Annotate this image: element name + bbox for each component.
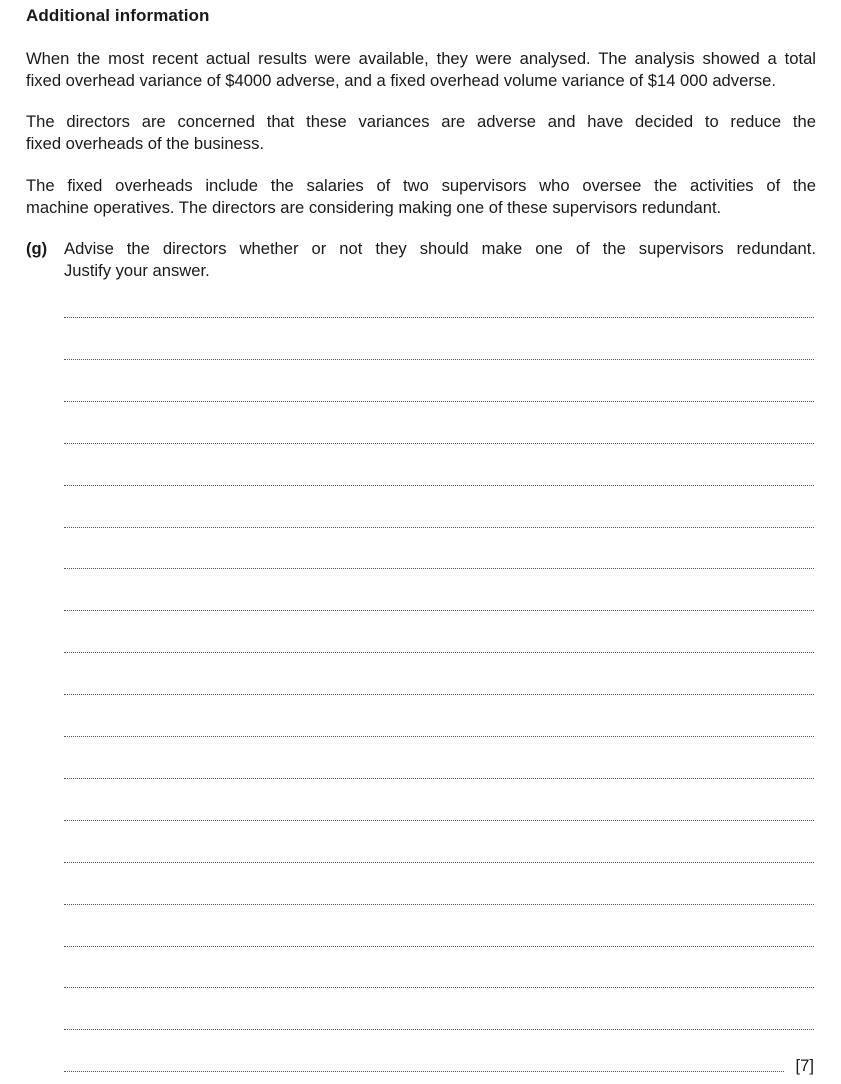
- paragraph-line: When the most recent actual results were available, they were analysed. The analysis showed a total: [26, 49, 816, 68]
- question-text: [64, 238, 816, 281]
- answer-line[interactable]: [64, 694, 814, 695]
- answer-line[interactable]: [64, 820, 814, 821]
- answer-line[interactable]: [64, 568, 814, 569]
- paragraph-line: machine operatives. The directors are considering making one of these supervisors redundant.: [26, 197, 722, 217]
- answer-line[interactable]: [64, 652, 814, 653]
- answer-line[interactable]: [64, 862, 814, 863]
- paragraph-variance-analysis: [26, 48, 816, 91]
- answer-line[interactable]: [64, 987, 814, 988]
- answer-line[interactable]: [64, 946, 814, 947]
- question-line: Justify your answer.: [64, 260, 210, 280]
- paragraph-directors-concern: [26, 111, 816, 154]
- answer-line[interactable]: [64, 317, 814, 318]
- answer-line[interactable]: [64, 1071, 784, 1072]
- answer-line[interactable]: [64, 610, 814, 611]
- answer-line[interactable]: [64, 443, 814, 444]
- answer-line[interactable]: [64, 904, 814, 905]
- paragraph-supervisors: [26, 175, 816, 218]
- paragraph-line: fixed overheads of the business.: [26, 133, 264, 153]
- paragraph-line: The directors are concerned that these variances are adverse and have decided to reduce the: [26, 112, 816, 131]
- answer-line[interactable]: [64, 401, 814, 402]
- answer-line[interactable]: [64, 485, 814, 486]
- answer-line[interactable]: [64, 736, 814, 737]
- question-line: Advise the directors whether or not they should make one of the supervisors redundant.: [64, 239, 816, 258]
- section-heading: Additional information: [26, 6, 210, 25]
- question-label: (g): [26, 239, 48, 258]
- paragraph-line: The fixed overheads include the salaries of two supervisors who oversee the activities of the: [26, 176, 816, 195]
- marks-label: [7]: [795, 1056, 814, 1076]
- answer-line[interactable]: [64, 778, 814, 779]
- answer-line[interactable]: [64, 359, 814, 360]
- paragraph-line: fixed overhead variance of $4000 adverse, and a fixed overhead volume variance of $14 000 adverse.: [26, 70, 776, 90]
- answer-line[interactable]: [64, 527, 814, 528]
- answer-line[interactable]: [64, 1029, 814, 1030]
